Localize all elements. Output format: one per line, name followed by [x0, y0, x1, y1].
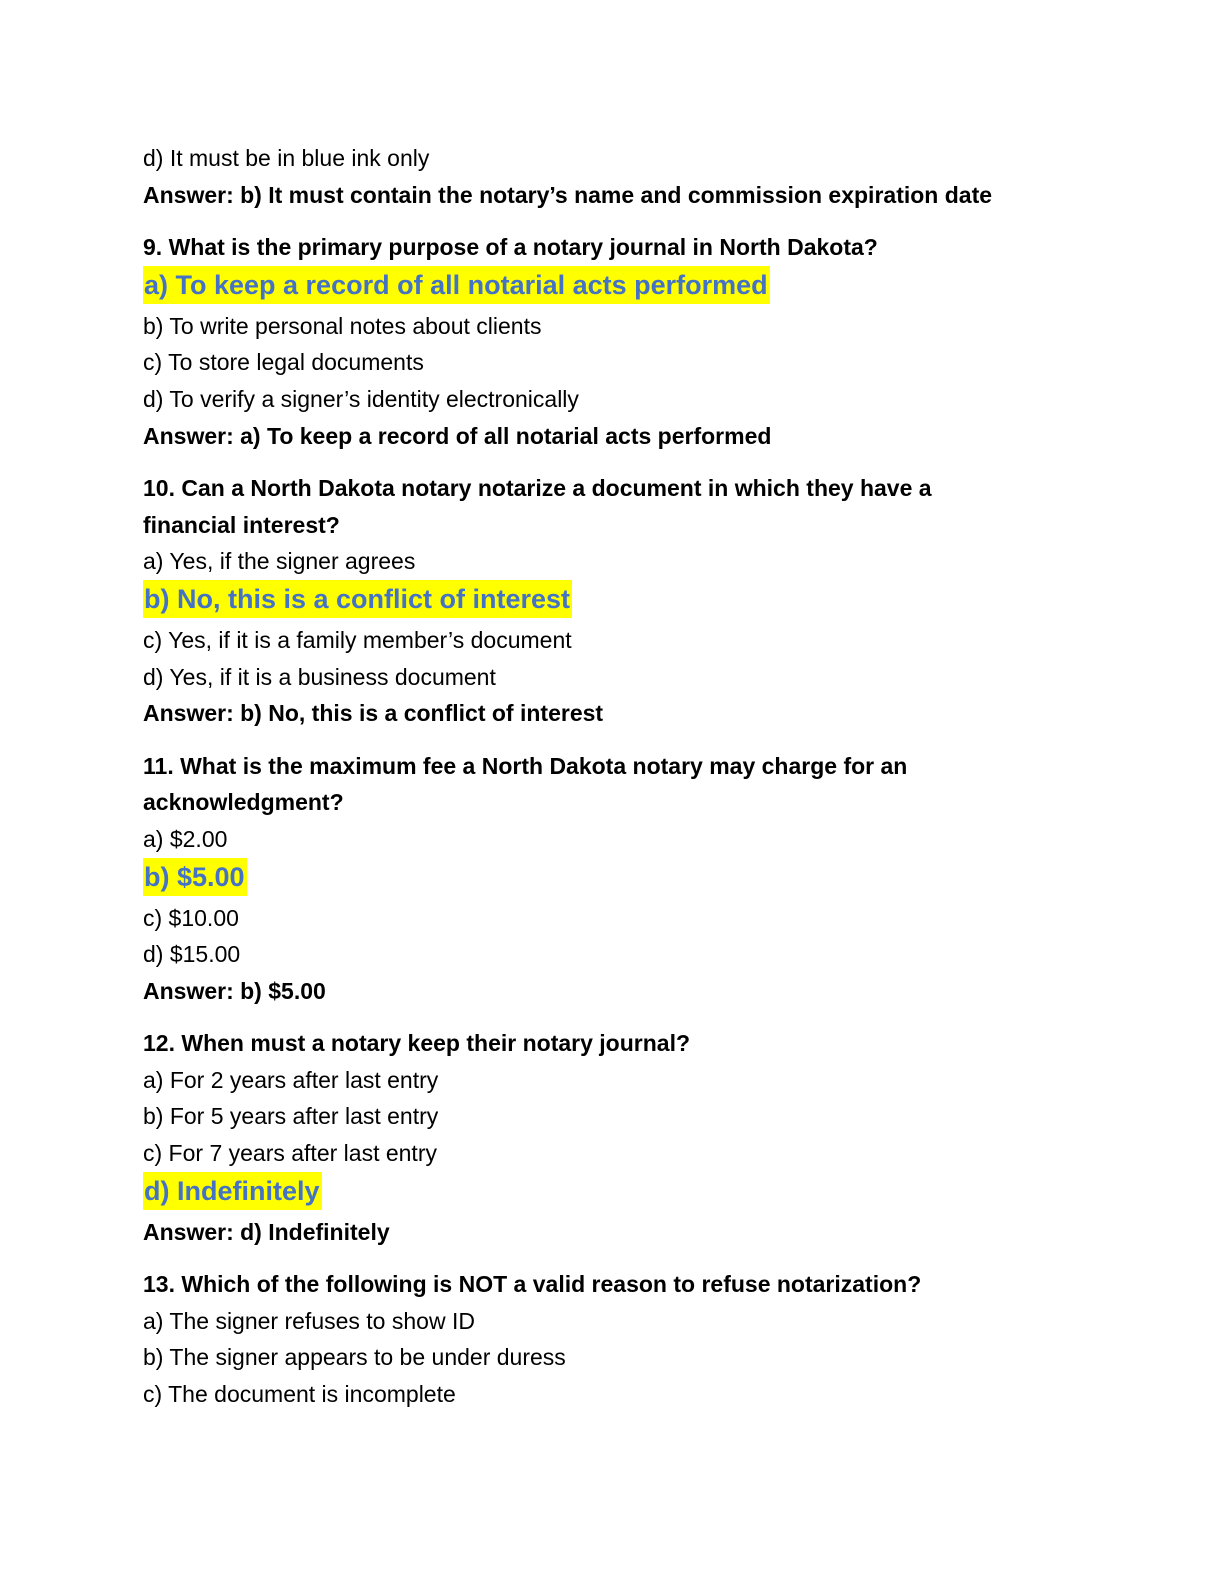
- option-c: c) The document is incomplete: [143, 1381, 456, 1408]
- option-b-correct: [143, 580, 1103, 622]
- answer-line: Answer: a) To keep a record of all notarial acts performed: [143, 422, 772, 449]
- answer-line: Answer: d) Indefinitely: [143, 1218, 390, 1245]
- question-text: 11. What is the maximum fee a North Dakota notary may charge for an acknowledgment?: [143, 752, 908, 816]
- option-d: d) Yes, if it is a business document: [143, 663, 496, 690]
- option-a: a) Yes, if the signer agrees: [143, 548, 416, 575]
- option-d-correct: [143, 1172, 1103, 1214]
- option-a: a) $2.00: [143, 825, 228, 852]
- answer-line: Answer: b) No, this is a conflict of interest: [143, 700, 604, 727]
- answer-line: Answer: b) $5.00: [143, 977, 326, 1004]
- option-d: d) $15.00: [143, 941, 241, 968]
- question-text: 10. Can a North Dakota notary notarize a document in which they have a financial interest?: [143, 475, 932, 538]
- option-b: b) The signer appears to be under duress: [143, 1344, 566, 1371]
- question-block-9: [143, 229, 1103, 454]
- question-block-11: [143, 748, 1103, 1010]
- highlighted-answer: a) To keep a record of all notarial acts performed: [143, 266, 770, 304]
- question-block-13: [143, 1266, 1103, 1412]
- highlighted-answer: b) $5.00: [143, 858, 247, 896]
- option-a-correct: [143, 266, 1103, 308]
- option-c: c) $10.00: [143, 904, 239, 931]
- highlighted-answer: d) Indefinitely: [143, 1172, 322, 1210]
- option-b: b) For 5 years after last entry: [143, 1103, 439, 1130]
- option-a: a) The signer refuses to show ID: [143, 1307, 475, 1334]
- option-c: c) To store legal documents: [143, 349, 424, 376]
- highlighted-answer: b) No, this is a conflict of interest: [143, 580, 572, 618]
- question-text: 12. When must a notary keep their notary journal?: [143, 1030, 691, 1057]
- question-text: 9. What is the primary purpose of a notary journal in North Dakota?: [143, 234, 878, 261]
- answer-line: Answer: b) It must contain the notary’s name and commission expiration date: [143, 181, 993, 208]
- option-b: b) To write personal notes about clients: [143, 312, 542, 339]
- option-c: c) For 7 years after last entry: [143, 1140, 437, 1167]
- option-d: d) It must be in blue ink only: [143, 145, 430, 171]
- option-c: c) Yes, if it is a family member’s document: [143, 626, 572, 653]
- option-d: d) To verify a signer’s identity electronically: [143, 385, 579, 412]
- question-block-12: [143, 1025, 1103, 1250]
- document-page: [143, 140, 1103, 1413]
- question-block-10: [143, 470, 1103, 732]
- option-b-correct: [143, 858, 1103, 900]
- option-a: a) For 2 years after last entry: [143, 1066, 439, 1093]
- question-text: 13. Which of the following is NOT a valid reason to refuse notarization?: [143, 1271, 922, 1298]
